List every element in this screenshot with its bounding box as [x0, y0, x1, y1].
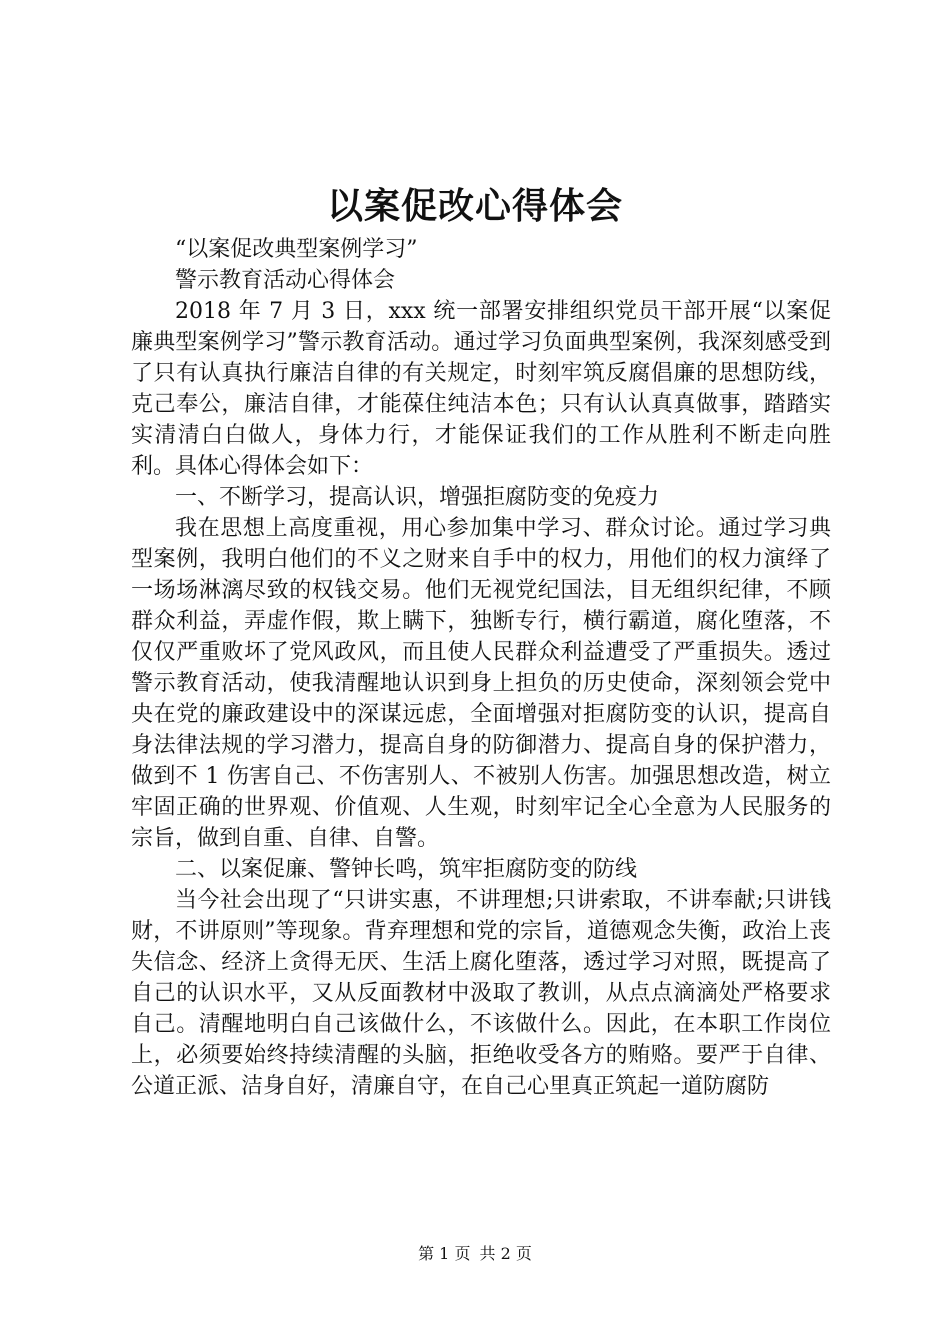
document-title: 以案促改心得体会 [326, 185, 623, 227]
section-heading-2: 二、以案促廉、警钟长鸣，筑牢拒腐防变的防线 [175, 857, 638, 882]
page-total: 共 2 页 [479, 1244, 532, 1263]
section-1-paragraph: 我在思想上高度重视，用心参加集中学习、群众讨论。通过学习典型案例，我明白他们的不义之财来自手中的权力，用他们的权力演绎了一场场淋漓尽致的权钱交易。他们无视党纪国法，目无组织纪律，不顾群众利益，弄虚作假，欺上瞒下，独断专行，横行霸道，腐化堕落，不仅仅严重败坏了党风政风，而且使人民群众利益遭受了严重损失。透过警示教育活动，使我清醒地认识到身上担负的历史使命，深刻领会党中央在党的廉政建设中的深谋远虑，全面增强对拒腐防变的认识，提高自身法律法规的学习潜力，提高自身的防御潜力、提高自身的保护潜力，做到不 1 伤害自己、不伤害别人、不被别人伤害。加强思想改造，树立牢固正确的世界观、价值观、人生观，时刻牢记全心全意为人民服务的宗旨，做到自重、自律、自警。 [131, 516, 831, 851]
section-2-paragraph: 当今社会出现了“只讲实惠，不讲理想;只讲索取，不讲奉献;只讲钱财，不讲原则”等现象。背弃理想和党的宗旨，道德观念失衡，政治上丧失信念、经济上贪得无厌、生活上腐化堕落，透过学习对照，既提高了自己的认识水平，又从反面教材中汲取了教训，从点点滴滴处严格要求自己。清醒地明白自己该做什么，不该做什么。因此，在本职工作岗位上，必须要始终持续清醒的头脑，拒绝收受各方的贿赂。要严于自律、公道正派、洁身自好，清廉自守，在自己心里真正筑起一道防腐防 [131, 888, 831, 1099]
intro-paragraph: 2018 年 7 月 3 日，xxx 统一部署安排组织党员干部开展“以案促廉典型案例学习”警示教育活动。通过学习负面典型案例，我深刻感受到了只有认真执行廉洁自律的有关规定，时刻牢筑反腐倡廉的思想防线，克己奉公，廉洁自律，才能葆住纯洁本色；只有认认真真做事，踏踏实实清清白白做人，身体力行，才能保证我们的工作从胜利不断走向胜利。具体心得体会如下： [131, 299, 831, 479]
section-heading-1: 一、不断学习，提高认识，增强拒腐防变的免疫力 [175, 485, 660, 510]
document-body [131, 234, 831, 1102]
subtitle-line-1: “以案促改典型案例学习” [175, 237, 418, 262]
page-number: 第 1 页 [418, 1244, 471, 1263]
subtitle-line-2: 警示教育活动心得体会 [175, 268, 396, 293]
page-footer [0, 1242, 950, 1266]
